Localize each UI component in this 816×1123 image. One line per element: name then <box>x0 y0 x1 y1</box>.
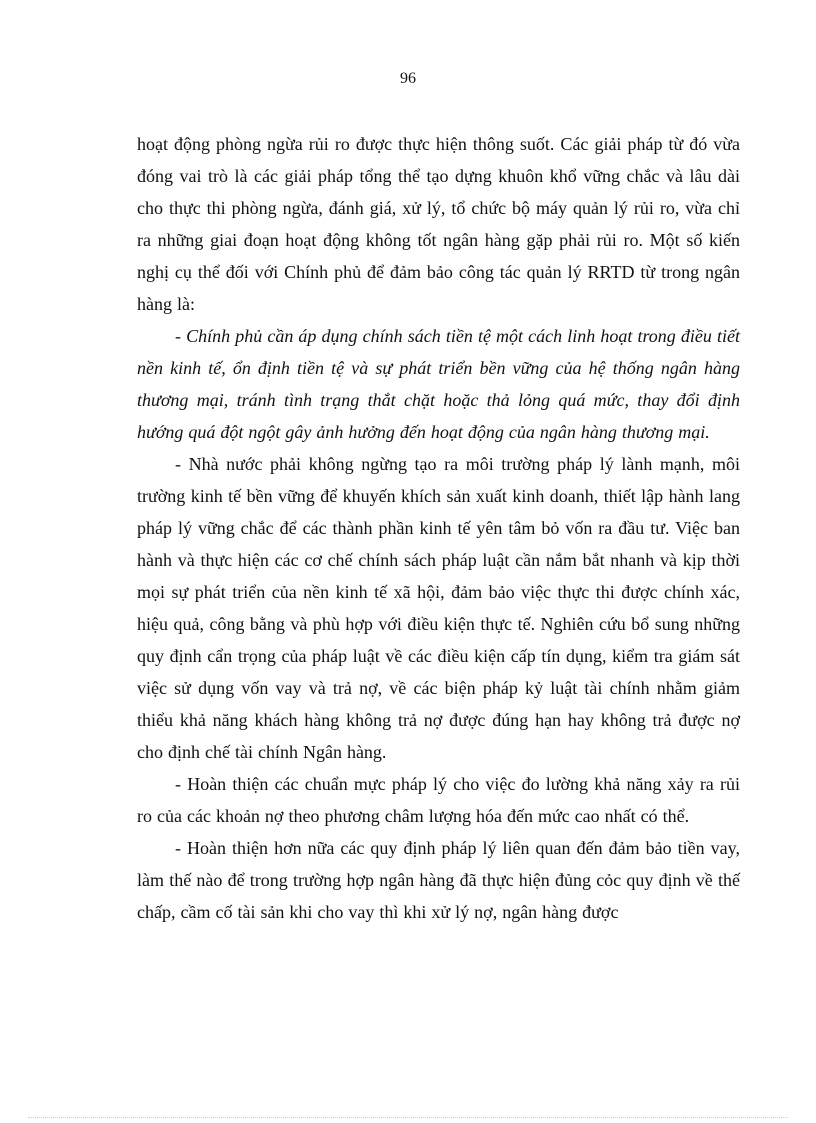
paragraph-monetary-policy: - Chính phủ cần áp dụng chính sách tiền tệ một cách linh hoạt trong điều tiết nền kinh tế, ổn định tiền tệ và sự phát triển bền vững của hệ thống ngân hàng thương mại, tránh tình trạng thắt chặt hoặc thả lỏng quá mức, thay đổi định hướng quá đột ngột gây ảnh hưởng đến hoạt động của ngân hàng thương mại. <box>137 326 740 442</box>
paragraph-loan-security: - Hoàn thiện hơn nữa các quy định pháp lý liên quan đến đảm bảo tiền vay, làm thế nào để trong trường hợp ngân hàng đã thực hiện đủng cỏc quy định về thế chấp, cầm cố tài sản khi cho vay thì khi xử lý nợ, ngân hàng được <box>137 838 740 922</box>
page-number: 96 <box>400 70 416 87</box>
document-body <box>137 128 740 928</box>
page-bottom-divider <box>28 1117 788 1118</box>
paragraph-intro: hoạt động phòng ngừa rủi ro được thực hiện thông suốt. Các giải pháp từ đó vừa đóng vai trò là các giải pháp tổng thể tạo dựng khuôn khổ vững chắc và lâu dài cho thực thi phòng ngừa, đánh giá, xử lý, tổ chức bộ máy quản lý rủi ro, vừa chỉ ra những giai đoạn hoạt động không tốt ngân hàng gặp phải rủi ro. Một số kiến nghị cụ thể đối với Chính phủ để đảm bảo công tác quản lý RRTD từ trong ngân hàng là: <box>137 134 740 314</box>
paragraph-legal-environment: - Nhà nước phải không ngừng tạo ra môi trường pháp lý lành mạnh, môi trường kinh tế bền vững để khuyến khích sản xuất kinh doanh, thiết lập hành lang pháp lý vững chắc để các thành phần kinh tế yên tâm bỏ vốn ra đầu tư. Việc ban hành và thực hiện các cơ chế chính sách pháp luật cần nắm bắt nhanh và kịp thời mọi sự phát triển của nền kinh tế xã hội, đảm bảo việc thực thi được chính xác, hiệu quả, công bằng và phù hợp với điều kiện thực tế. Nghiên cứu bổ sung những quy định cẩn trọng của pháp luật về các điều kiện cấp tín dụng, kiểm tra giám sát việc sử dụng vốn vay và trả nợ, về các biện pháp kỷ luật tài chính nhằm giảm thiểu khả năng khách hàng không trả nợ được đúng hạn hay không trả được nợ cho định chế tài chính Ngân hàng. <box>137 454 740 762</box>
paragraph-legal-standards: - Hoàn thiện các chuẩn mực pháp lý cho việc đo lường khả năng xảy ra rủi ro của các khoản nợ theo phương châm lượng hóa đến mức cao nhất có thể. <box>137 774 740 826</box>
